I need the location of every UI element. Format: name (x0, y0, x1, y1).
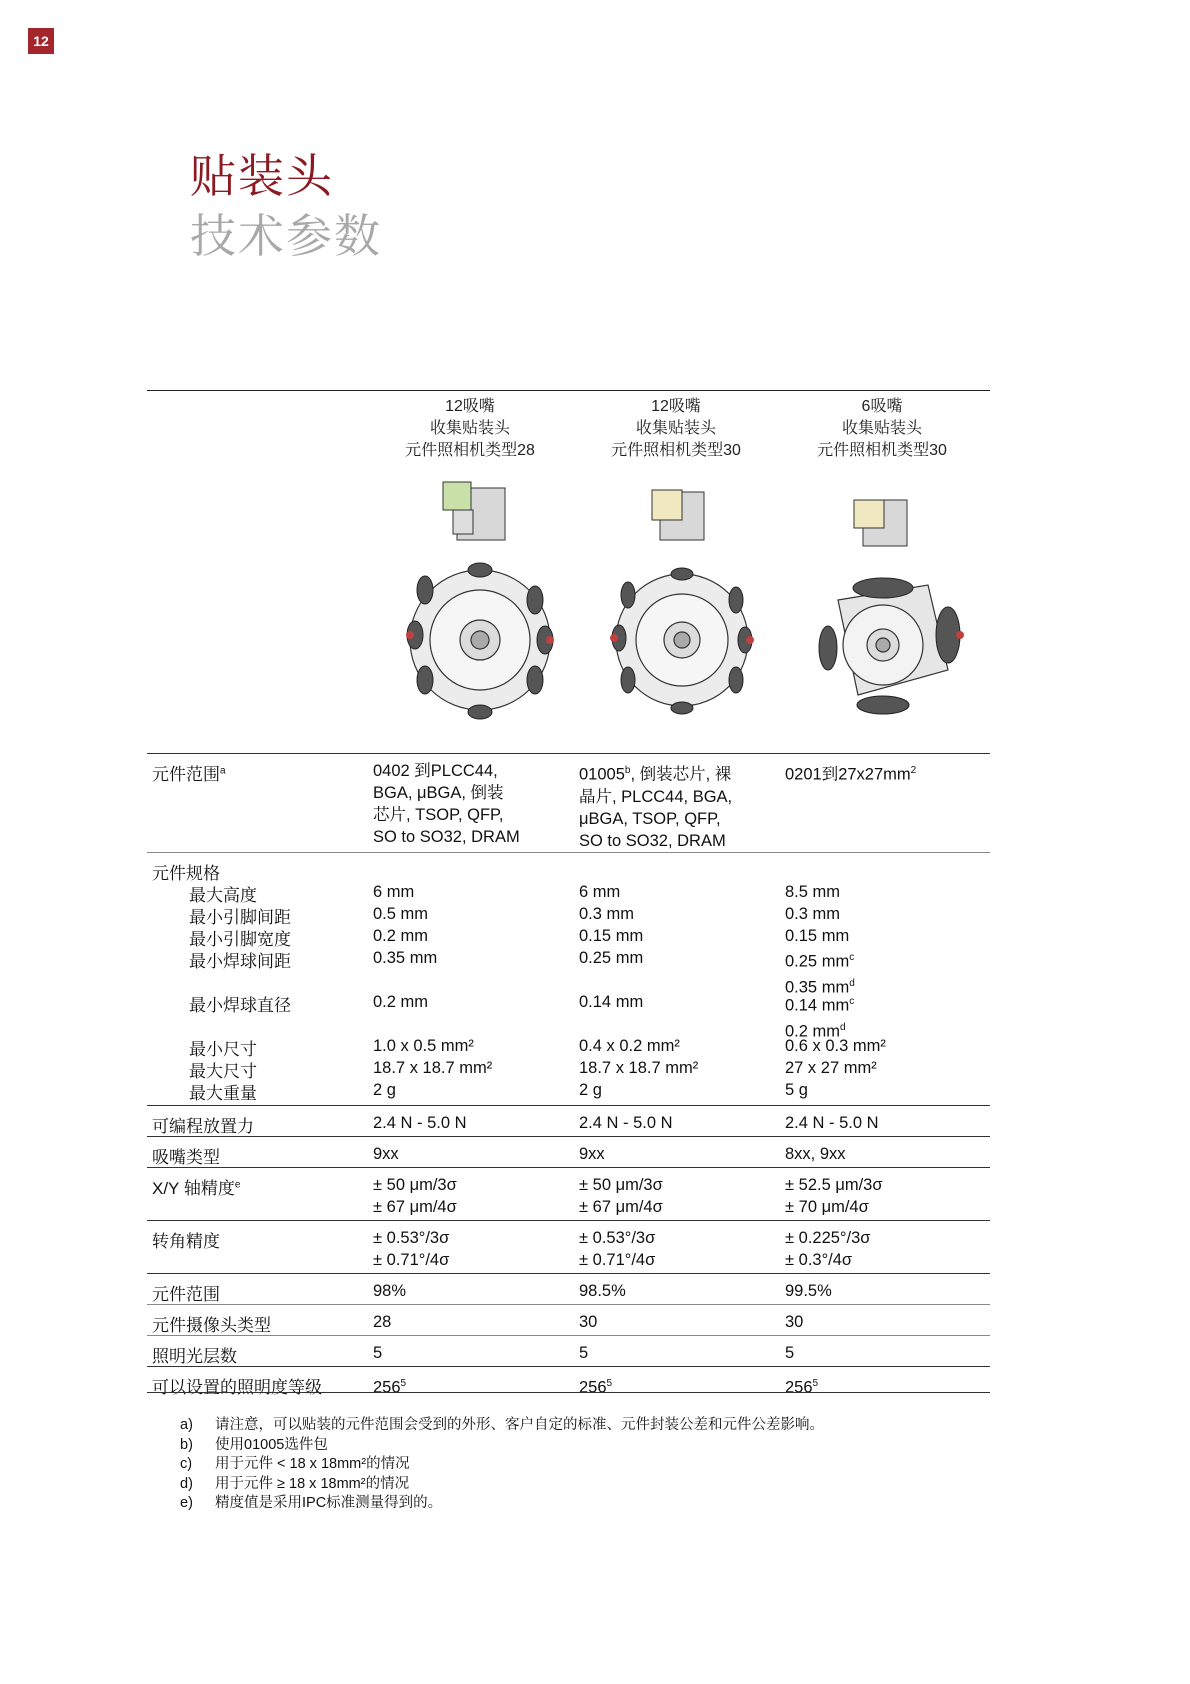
column-header-2: 12吸嘴 收集贴装头 元件照相机类型30 (611, 398, 741, 459)
cell-col1: 0.2 mm (373, 993, 429, 1011)
row-label: 可以设置的照明度等级 (152, 1378, 322, 1397)
cell-col2: 0.15 mm (579, 927, 644, 945)
cell-col3: 0201到$27x27mm^2$ (785, 765, 917, 784)
cell-col3: 99.5% (785, 1282, 832, 1300)
footnote-e: e) 精度值是采用IPC标准测量得到的。 (180, 1495, 443, 1511)
cell-col3: 27 x 27 mm² (785, 1059, 877, 1077)
cell-col2: ± 50 μm/3σ ± 67 μm/4σ (579, 1176, 663, 1216)
cell-col2: $256^5$ (579, 1378, 613, 1397)
footnote-a: a) 请注意，可以贴装的元件范围会受到的外形、客户自定的标准、元件封装公差和元件公差影响。 (180, 1417, 824, 1433)
cell-col1: 0402 到PLCC44, BGA, μBGA, 倒装 芯片, TSOP, QFP, SO to SO32, DRAM (373, 762, 520, 846)
cell-col2: 01005$^b$, 倒装芯片, 裸 晶片, PLCC44, BGA, μBGA, TSOP, QFP, SO to SO32, DRAM (579, 765, 733, 850)
table-bottom-rule (147, 1392, 990, 1393)
placement-head-6-nozzle-cam30-image (808, 470, 978, 750)
sub-label: 最小尺寸 (189, 1040, 257, 1059)
cell-col1: 1.0 x 0.5 mm² (373, 1037, 474, 1055)
footnote-b: b) 使用01005选件包 (180, 1436, 328, 1453)
cell-col1: 0.35 mm (373, 949, 438, 967)
footnotes (180, 1416, 824, 1514)
cell-col2: 18.7 x 18.7 mm² (579, 1059, 699, 1077)
sub-label: 最大重量 (189, 1084, 257, 1103)
row-label: 转角精度 (152, 1232, 220, 1251)
cell-col3: 2.4 N - 5.0 N (785, 1114, 879, 1132)
cell-col2: 2.4 N - 5.0 N (579, 1114, 673, 1132)
footnote-c: c) 用于元件 < 18 x 18mm²的情况 (180, 1456, 410, 1472)
sub-label: 最小引脚间距 (189, 908, 291, 927)
cell-col3: 5 (785, 1344, 795, 1362)
cell-col3: ± 52.5 μm/3σ ± 70 μm/4σ (785, 1176, 883, 1216)
cell-col1: 2.4 N - 5.0 N (373, 1114, 467, 1132)
sub-label: 最小焊球直径 (189, 996, 291, 1015)
cell-col3: ± 0.225°/3σ ± 0.3°/4σ (785, 1229, 871, 1269)
cell-col3: 0.15 mm (785, 927, 850, 945)
cell-col1: $256^5$ (373, 1378, 407, 1397)
row-label: 吸嘴类型 (152, 1148, 220, 1167)
row-label: 元件摄像头类型 (152, 1316, 271, 1335)
cell-col2: 0.3 mm (579, 905, 635, 923)
page-number-badge: 12 (28, 28, 54, 54)
cell-col3: 8xx, 9xx (785, 1145, 846, 1163)
row-coverage (147, 1273, 990, 1304)
cell-col1: ± 0.53°/3σ ± 0.71°/4σ (373, 1229, 450, 1269)
column-header-1: 12吸嘴 收集贴装头 元件照相机类型28 (405, 398, 535, 459)
column-header-3: 6吸嘴 收集贴装头 元件照相机类型30 (817, 398, 947, 459)
cell-col2: 0.4 x 0.2 mm² (579, 1037, 680, 1055)
row-xy-accuracy (147, 1167, 990, 1220)
cell-col3: 5 g (785, 1081, 808, 1099)
sub-label: 最大高度 (189, 886, 257, 905)
cell-col1: 0.5 mm (373, 905, 429, 923)
cell-col3: 8.5 mm (785, 883, 841, 901)
row-light-levels (147, 1335, 990, 1366)
row-label: 元件范围 (152, 1285, 220, 1304)
cell-col2: 98.5% (579, 1282, 626, 1300)
cell-col2: 0.25 mm (579, 949, 644, 967)
cell-col2: 5 (579, 1344, 589, 1362)
cell-col2: 9xx (579, 1145, 605, 1163)
cell-col3: 0.6 x 0.3 mm² (785, 1037, 886, 1055)
footnote-d: d) 用于元件 ≥ 18 x 18mm²的情况 (180, 1475, 410, 1492)
cell-col1: 0.2 mm (373, 927, 429, 945)
cell-col1: 6 mm (373, 883, 415, 901)
spec-table (147, 753, 990, 1397)
sub-label: 最小焊球间距 (189, 952, 291, 971)
cell-col1: 9xx (373, 1145, 399, 1163)
sub-label: 最大尺寸 (189, 1062, 257, 1081)
cell-col1: 2 g (373, 1081, 396, 1099)
row-angle-accuracy (147, 1220, 990, 1273)
cell-col2: 0.14 mm (579, 993, 644, 1011)
sub-label: 最小引脚宽度 (189, 930, 291, 949)
placement-head-12-nozzle-cam30-image (600, 470, 770, 750)
cell-col1: 98% (373, 1282, 407, 1300)
row-camera-type (147, 1304, 990, 1335)
cell-col1: ± 50 μm/3σ ± 67 μm/4σ (373, 1176, 457, 1216)
cell-col1: 5 (373, 1344, 383, 1362)
row-label: 元件规格 (152, 864, 220, 883)
row-placement-force (147, 1105, 990, 1136)
cell-col2: 2 g (579, 1081, 602, 1099)
row-nozzle-type (147, 1136, 990, 1167)
cell-col3: 30 (785, 1313, 804, 1331)
cell-col3: $256^5$ (785, 1378, 819, 1397)
page-title: 贴装头 (190, 149, 334, 203)
page-subtitle: 技术参数 (190, 209, 382, 263)
row-label: 可编程放置力 (152, 1117, 254, 1136)
cell-col1: 18.7 x 18.7 mm² (373, 1059, 493, 1077)
cell-col2: 30 (579, 1313, 598, 1331)
row-component-range (147, 753, 990, 852)
row-label: X/Y 轴精度$^e$ (152, 1179, 241, 1198)
cell-col1: 28 (373, 1313, 392, 1331)
cell-col3: 0.14 $mm^c$ 0.2 $mm^d$ (785, 996, 855, 1040)
row-label: 照明光层数 (152, 1347, 237, 1366)
cell-col2: 6 mm (579, 883, 621, 901)
row-component-spec (147, 852, 990, 1105)
cell-col3: 0.25 $mm^c$ 0.35 $mm^d$ (785, 952, 855, 996)
row-label: 元件范围$^a$ (152, 765, 226, 784)
table-top-rule (147, 390, 990, 391)
placement-head-12-nozzle-cam28-image (395, 470, 565, 750)
cell-col3: 0.3 mm (785, 905, 841, 923)
cell-col2: ± 0.53°/3σ ± 0.71°/4σ (579, 1229, 656, 1269)
